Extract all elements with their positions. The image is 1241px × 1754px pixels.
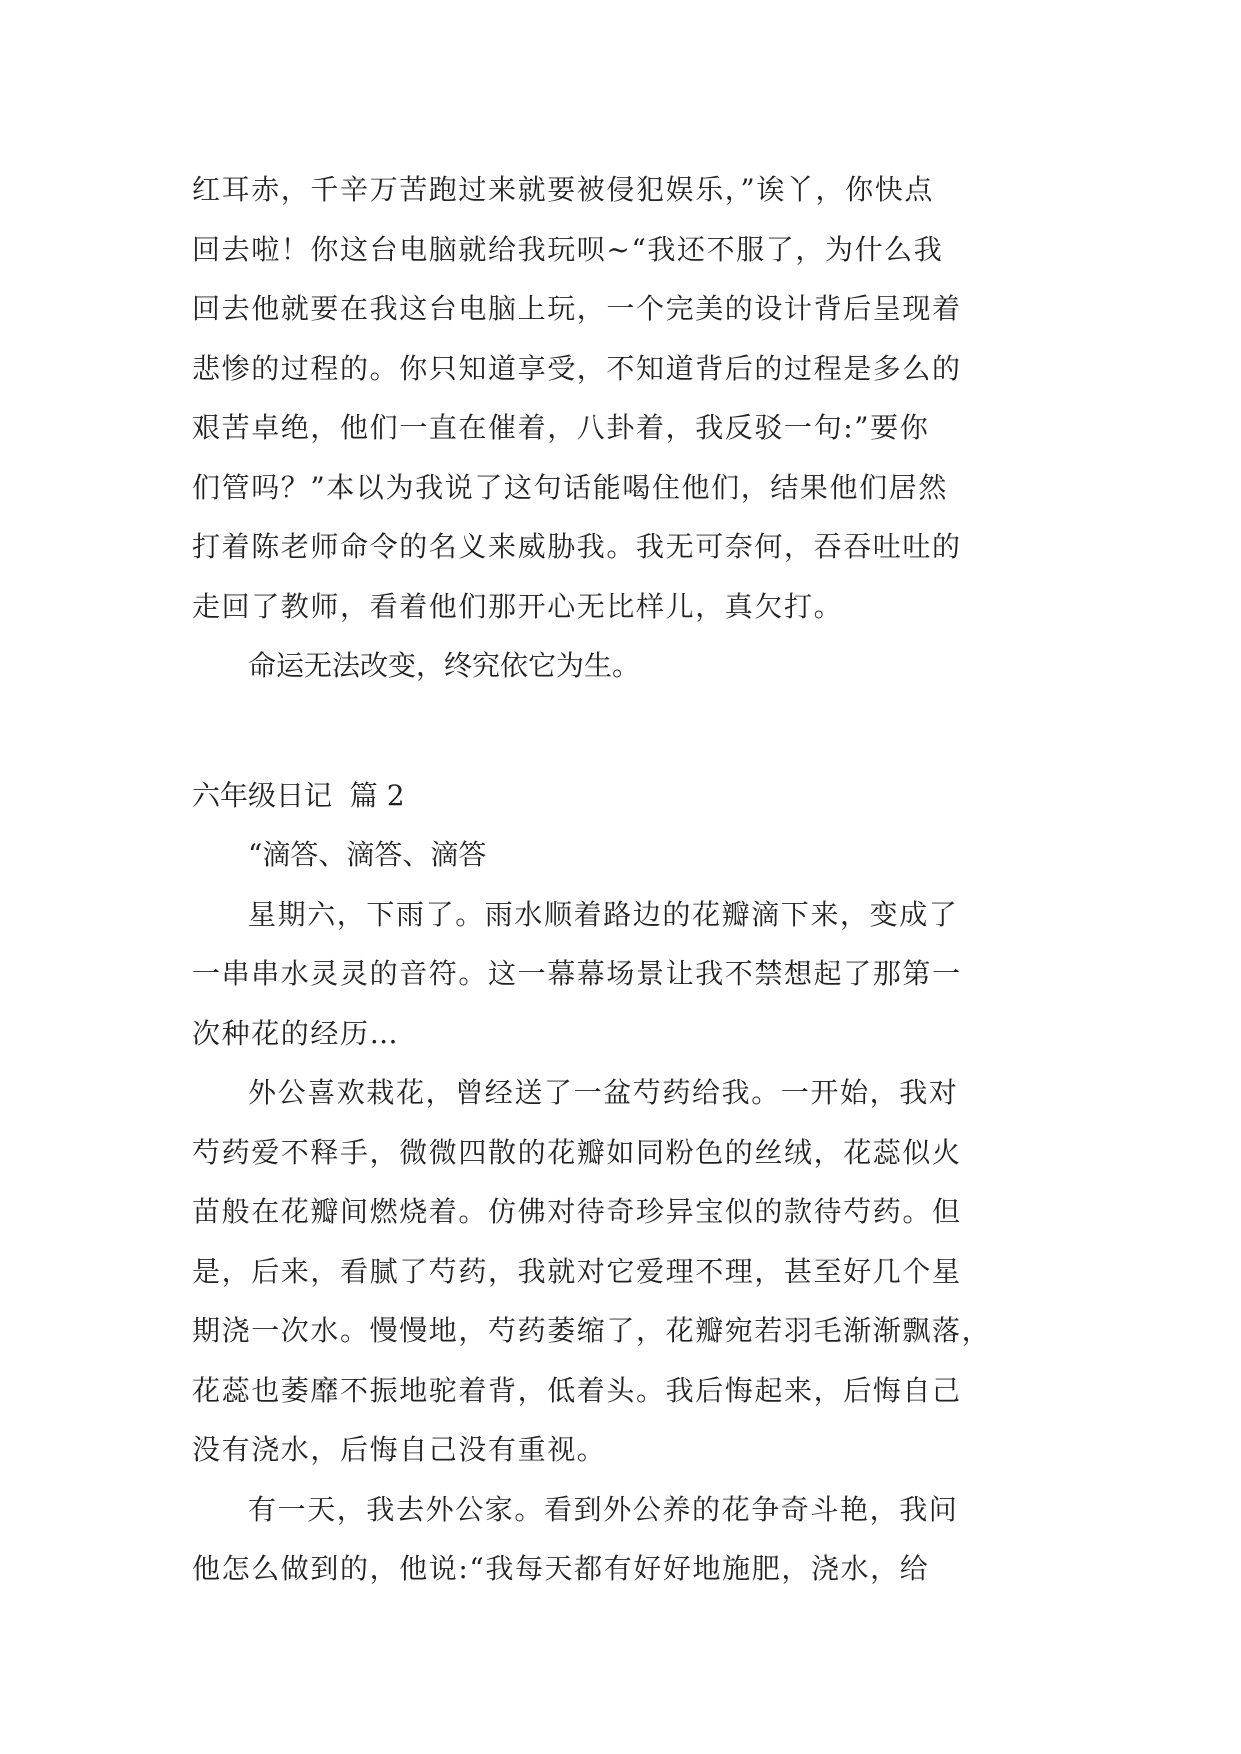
section-heading: 六年级日记 篇 2 [192, 778, 405, 812]
paragraph-peony [192, 1063, 1052, 1480]
text-line: 走回了教师，看着他们那开心无比样儿，真欠打。 [192, 589, 844, 623]
document-page [192, 160, 1052, 1599]
text-line: 回去他就要在我这台电脑上玩，一个完美的设计背后呈现着 [192, 292, 962, 325]
text-line: 有一天，我去外公家。看到外公养的花争奇斗艳，我问 [248, 1492, 959, 1526]
text-line: 回去啦！你这台电脑就给我玩呗~“我还不服了，为什么我 [192, 232, 944, 266]
text-line: 花蕊也萎靡不振地驼着背，低着头。我后悔起来，后悔自己 [192, 1373, 962, 1407]
sound-line: “滴答、滴答、滴答 [248, 838, 487, 871]
text-line: 们管吗？”本以为我说了这句话能喝住他们，结果他们居然 [192, 470, 948, 504]
paragraph-visit [192, 1480, 1052, 1599]
text-line: 红耳赤，千辛万苦跑过来就要被侵犯娱乐，”诶丫，你快点 [192, 173, 934, 206]
text-line: 芍药爱不释手，微微四散的花瓣如同粉色的丝绒，花蕊似火 [192, 1135, 962, 1169]
paragraph-continued [192, 160, 1052, 636]
text-line: 是，后来，看腻了芍药，我就对它爱理不理，甚至好几个星 [192, 1254, 962, 1288]
text-line: 一串串水灵灵的音符。这一幕幕场景让我不禁想起了那第一 [192, 957, 962, 990]
paragraph-conclusion: 命运无法改变，终究依它为生。 [248, 649, 641, 682]
text-line: 艰苦卓绝，他们一直在催着，八卦着，我反驳一句:”要你 [192, 411, 930, 444]
text-line: 打着陈老师命令的名义来威胁我。我无可奈何，吞吞吐吐的 [192, 530, 962, 563]
text-line: 他怎么做到的，他说:“我每天都有好好地施肥，浇水，给 [192, 1552, 930, 1585]
text-line: 星期六，下雨了。雨水顺着路边的花瓣滴下来，变成了 [248, 897, 959, 931]
text-line: 外公喜欢栽花，曾经送了一盆芍药给我。一开始，我对 [248, 1076, 959, 1109]
text-line: 没有浇水，后悔自己没有重视。 [192, 1433, 607, 1466]
text-line: 期浇一次水。慢慢地，芍药萎缩了，花瓣宛若羽毛渐渐飘落， [192, 1314, 992, 1347]
text-line: 悲惨的过程的。你只知道享受，不知道背后的过程是多么的 [192, 351, 962, 385]
text-line: 次种花的经历… [192, 1016, 400, 1050]
text-line: 苗般在花瓣间燃烧着。仿佛对待奇珍异宝似的款待芍药。但 [192, 1195, 962, 1228]
paragraph-rain [192, 885, 1052, 1064]
